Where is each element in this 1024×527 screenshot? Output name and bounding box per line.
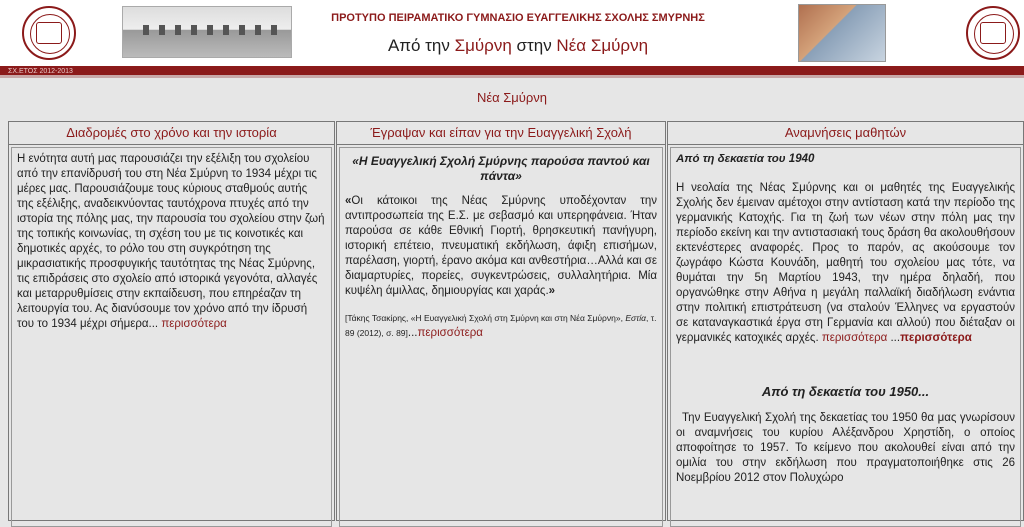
- school-seal-logo-right[interactable]: [966, 6, 1020, 60]
- quote-citation: [Τάκης Τσακίρης, «Η Ευαγγελική Σχολή στη Σμύρνη και στη Νέα Σμύρνη», Εστία, τ. 89 (2012), σ. 89]...περισσότερα: [345, 313, 657, 339]
- memories-column: [667, 121, 1024, 521]
- site-subtitle: Από την Σμύρνη στην Νέα Σμύρνη: [387, 36, 649, 55]
- history-column: [8, 121, 335, 521]
- old-school-building-photo: [122, 6, 292, 58]
- memories-1950-text: Την Ευαγγελική Σχολή της δεκαετίας του 1950 θα μας γνωρίσουν οι αναμνήσεις του κυρίου Αλέξανδρου Χρηστίδη, ο οποίος αποφοίτησε το 1957. Το κείμενο που ακολουθεί είναι από την ομιλία του στην εκδήλωση που πραγματοποιήθηκε στις 26 Νοεμβρίου 2012 στον Πολυχώρο: [676, 412, 1015, 484]
- decade-1950-heading: Από τη δεκαετία του 1950...: [761, 384, 930, 399]
- header-band-shadow: [0, 75, 1024, 78]
- quotes-heading[interactable]: Έγραψαν και είπαν για την Ευαγγελική Σχολή: [337, 122, 665, 145]
- quotes-body: [339, 147, 663, 527]
- quote-title: «Η Ευαγγελική Σχολή Σμύρνης παρούσα παντού και πάντα»: [352, 154, 650, 183]
- school-name: ΠΡΟΤΥΠΟ ΠΕΙΡΑΜΑΤΙΚΟ ΓΥΜΝΑΣΙΟ ΕΥΑΓΓΕΛΙΚΗΣ ΣΧΟΛΗΣ ΣΜΥΡΝΗΣ: [331, 12, 705, 24]
- history-heading[interactable]: Διαδρομές στο χρόνο και την ιστορία: [9, 122, 334, 145]
- memories-1940-text: Η νεολαία της Νέας Σμύρνης και οι μαθητές της Ευαγγελικής Σχολής δεν έμειναν αμέτοχοι στην αντίσταση κατά την περίοδο της γερμανικής Κατοχής. Για τη ζωή των νέων στην πόλη μας την περίοδο εκείνη και την αντιστασιακή τους δράση θα ακολουθήσουν εκτενέστερες αναφορές. Προς το παρόν, ας ακούσουμε τον ζωγράφο Κώστα Κουνάδη, μαθητή του σχολείου μας τότε, να θυμάται την 5η Μαρτίου 1943, την ημέρα δηλαδή, που οργανώθηκε στην Αθήνα η μεγάλη παλλαϊκή διαδήλωση ενάντια στην πολιτική επιστράτευση (να σταλούν Έλληνες να εργαστούν σε καταναγκαστικά έργα στη Γερμανία και αλλού) που διέταξαν οι γερμανικές κατοχικές αρχές. περισσότερα ...περισσότερα: [676, 182, 1015, 344]
- memories-body: [670, 147, 1021, 527]
- quotes-column: [336, 121, 666, 521]
- history-text: Η ενότητα αυτή μας παρουσιάζει την εξέλιξη του σχολείου από την επανίδρυσή του στη Νέα Σμύρνη το 1934 μέχρι τις μέρες μας. Παρουσιάζουμε τους κύριους σταθμούς αυτής της εξέλιξης, αναδεικνύοντας ταυτόχρονα πτυχές από την ιστορία της πόλης μας, την παρουσία του σχολείου στην ζωή της τοπικής κοινωνίας, τη σχέση του με τις κοινοτικές και δημοτικές αρχές, το ρόλο του στη συγκρότηση της μικρασιατικής προσφυγικής ταυτότητας της Νέας Σμύρνης, τις επιδράσεις στο σχολείο από ιστορικά γεγονότα, αλλαγές και μεταρρυθμίσεις στην εκπαίδευση, που επηρέαζαν τη λειτουργία του. Ας διανύσουμε τον χρόνο από την ίδρυσή του το 1934 μέχρι σήμερα...: [17, 153, 325, 330]
- new-school-building-photo: [798, 4, 886, 62]
- quotes-more-link[interactable]: περισσότερα: [417, 327, 483, 339]
- memories-1940-more-link[interactable]: περισσότερα: [821, 332, 888, 344]
- school-year: ΣΧ.ΕΤΟΣ 2012-2013: [8, 68, 73, 75]
- memories-heading[interactable]: Αναμνήσεις μαθητών: [668, 122, 1023, 145]
- decade-1940-heading: Από τη δεκαετία του 1940: [676, 153, 815, 165]
- quote-text: «Οι κάτοικοι της Νέας Σμύρνης υποδέχονταν την αντιπροσωπεία της Ε.Σ. με σεβασμό και υπερηφάνεια. Ήταν παρούσα σε κάθε Εθνική Γιορτή, θρησκευτική πανήγυρη, ιστορική επέτειο, πνευματική εκδήλωση, άφιξη επισήμων, παρέλαση, γιορτή, έρανο ακόμα και ανθεστήρια…Αλλά και σε διαμαρτυρίες, πορείες, συγκεντρώσεις, συλλαλητήρια. Μία κυψέλη άμιλλας, δημιουργίας και χαράς.»: [345, 195, 657, 297]
- memories-1940-more-link-2[interactable]: περισσότερα: [900, 332, 972, 344]
- history-more-link[interactable]: περισσότερα: [161, 318, 227, 330]
- site-header: [0, 0, 1024, 66]
- school-seal-logo[interactable]: [22, 6, 76, 60]
- header-band: [0, 66, 1024, 75]
- page-title: Νέα Σμύρνη: [476, 90, 548, 105]
- history-body: [11, 147, 332, 527]
